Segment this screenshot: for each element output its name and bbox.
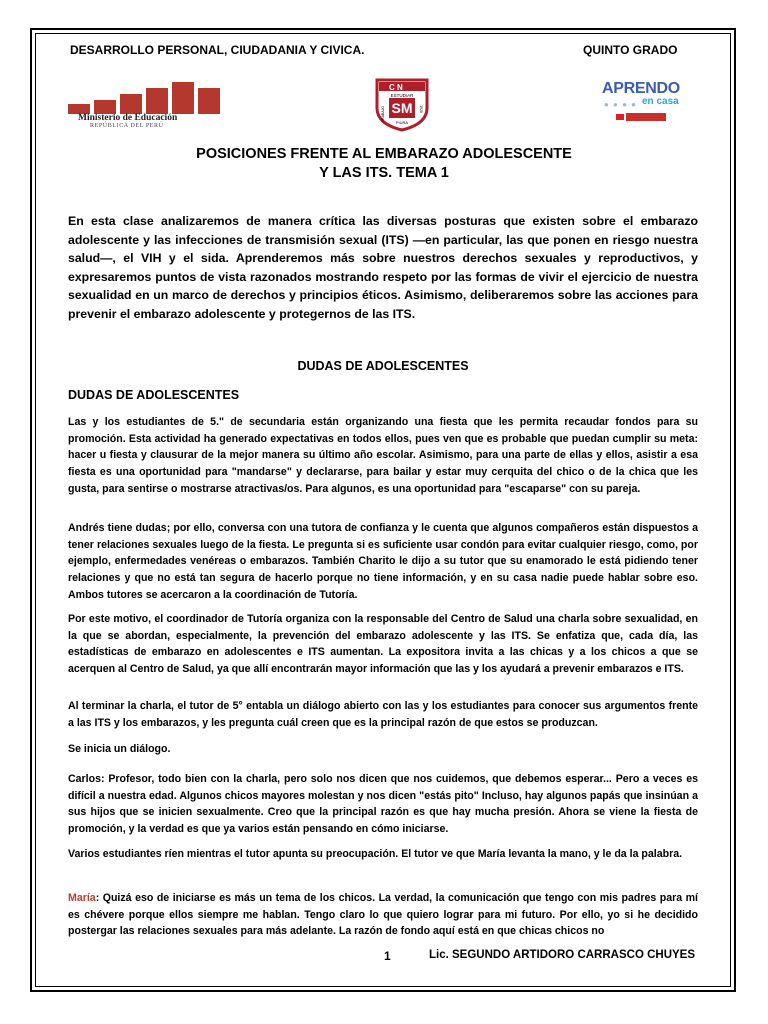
ministry-bars-icon	[68, 80, 228, 114]
ministry-logo	[68, 80, 228, 130]
paragraph-carlos: Carlos: Profesor, todo bien con la charla, pero solo nos dicen que nos cuidemos, que debemos esperar... Pero a veces es difícil a nuestra edad. Algunos chicos mayores molestan y nos dicen "estás pito" Incluso, hay algunos papás que insinúan a sus hijos que se inicien sexualmente. Creo que la principal razón es que hay mucha presión. Ahora se viene la fiesta de promoción, y la verdad es que ya varios están pensando en cómo iniciarse.	[68, 773, 698, 836]
dots-icon: ● ● ● ●	[604, 100, 637, 109]
government-banner-icon	[626, 113, 666, 121]
grade-label: QUINTO GRADO	[583, 43, 678, 57]
ministry-country: REPÚBLICA DEL PERÚ	[90, 123, 164, 129]
section-heading-left: DUDAS DE ADOLESCENTES	[68, 388, 240, 402]
document-title-line2: Y LAS ITS. TEMA 1	[319, 165, 449, 181]
course-title: DESARROLLO PERSONAL, CIUDADANIA Y CIVICA.	[70, 43, 365, 57]
paragraph-inicio-dialogo: Se inicia un diálogo.	[68, 743, 171, 755]
paragraph-maria	[68, 890, 698, 940]
crest-letter-c: C N	[389, 83, 403, 92]
crest-motto-top: ESTUDIAR	[390, 93, 414, 98]
crest-city: PIURA	[395, 120, 409, 125]
peru-flag-icon	[616, 114, 624, 120]
crest-motto-left: TRABAJO	[381, 105, 385, 123]
paragraph-charla: Por este motivo, el coordinador de Tutoría organiza con la responsable del Centro de Salud una charla sobre sexualidad, en la que se abordan, especialmente, la prevención del embarazo adolescente y las ITS. Se enfatiza que, cada día, las estadísticas de embarazo en adolescentes e ITS aumentan. La expositora invita a las chicas y a los chicos a que se acerquen al Centro de Salud, ya que allí encontrarán mayor información que las y los ayudará a prevenir embarazos e ITS.	[68, 613, 698, 676]
section-heading-center: DUDAS DE ADOLESCENTES	[297, 359, 469, 373]
document-title-line1: POSICIONES FRENTE AL EMBARAZO ADOLESCENTE	[196, 146, 572, 162]
aprendo-en-casa-logo	[602, 80, 692, 130]
paragraph-andres: Andrés tiene dudas; por ello, conversa con una tutora de confianza y le cuenta que algunos compañeros están dispuestos a tener relaciones sexuales luego de la fiesta. Le pregunta si es suficiente usar condón para evitar cualquier riesgo, como, por ejemplo, enfermedades venéreas o embarazos. También Charito le dijo a su tutor que su enamorado le está pidiendo tener relaciones y que no está tan segura de hacerlo porque no tiene información, y en su casa nadie puede hablar sobre eso. Ambos tutores se acercaron a la coordinación de Tutoría.	[68, 522, 698, 601]
maria-text: : Quizá eso de iniciarse es más un tema de los chicos. La verdad, la comunicación que tengo con mis padres para mí es chévere porque ellos siempre me hablan. Tengo claro lo que quiero lograr para mi futuro. Por ello, yo si he decidido postergar las relaciones sexuales para más adelante. La razón de fondo aquí está en que chicas chicos no	[68, 892, 698, 938]
paragraph-dialogo-abierto: Al terminar la charla, el tutor de 5° entabla un diálogo abierto con las y los estudiantes para conocer sus argumentos frente a las ITS y los embarazos, y les pregunta cuál creen que es la principal razón de que estos se produzcan.	[68, 700, 698, 729]
paragraph-tutor: Varios estudiantes ríen mientras el tutor apunta su preocupación. El tutor ve que María levanta la mano, y le da la palabra.	[68, 848, 683, 860]
ministry-name: Ministerio de Educación	[78, 113, 178, 123]
aprendo-text: APRENDO	[602, 80, 680, 97]
speaker-maria: María	[68, 892, 96, 904]
school-crest-icon	[373, 78, 431, 132]
author-name: Lic. SEGUNDO ARTIDORO CARRASCO CHUYES	[429, 949, 696, 961]
crest-initials: SM	[391, 100, 413, 116]
intro-paragraph: En esta clase analizaremos de manera crítica las diversas posturas que existen sobre el embarazo adolescente y las infecciones de transmisión sexual (ITS) —en particular, las que ponen en riesgo nuestra salud—, el VIH y el sida. Aprenderemos más sobre nuestros derechos sexuales y reproductivos, y expresaremos puntos de vista razonados mostrando respeto por las formas de vivir el ejercicio de nuestra sexualidad en un marco de derechos y principios éticos. Asimismo, deliberaremos sobre las acciones para prevenir el embarazo adolescente y protegernos de las ITS.	[68, 214, 698, 321]
page-number: 1	[384, 949, 391, 963]
crest-year: 1920	[419, 105, 423, 113]
paragraph-fiesta: Las y los estudiantes de 5." de secundaria están organizando una fiesta que les permita recaudar fondos para su promoción. Esta actividad ha generado expectativas en todos ellos, pues ven que es probable que puedan cumplir su meta: hacer u fiesta y clausurar de la mejor manera su último año escolar. Asimismo, para una parte de ellas y ellos, asistir a esa fiesta es una oportunidad para "mandarse" y declararse, para bailar y estar muy cerquita del chico o de la chica que les gusta, para sentirse o mostrarse atractivas/os. Para algunos, es una oportunidad para "escaparse" con su pareja.	[68, 416, 698, 495]
en-casa-text: en casa	[642, 96, 679, 107]
